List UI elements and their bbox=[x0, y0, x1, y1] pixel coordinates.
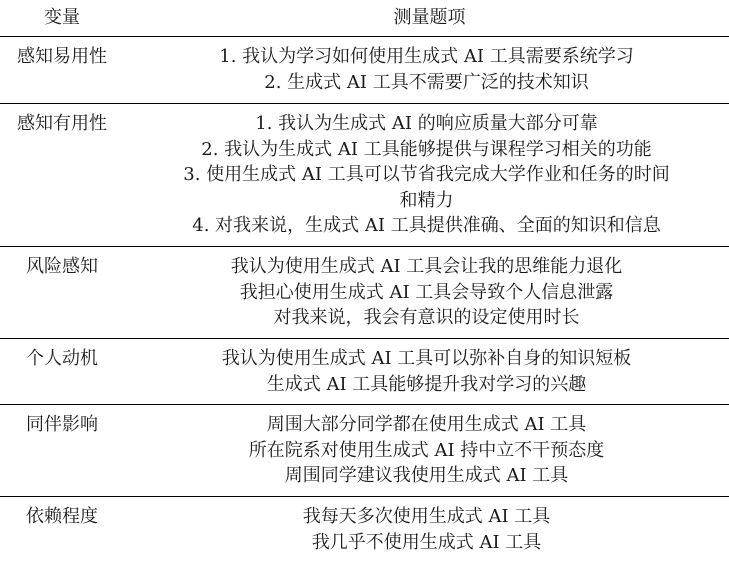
table-row bbox=[0, 247, 729, 339]
items-cell bbox=[120, 339, 729, 405]
item-line: 周围大部分同学都在使用生成式 AI 工具 bbox=[132, 412, 721, 438]
items-cell bbox=[120, 497, 729, 563]
table-row bbox=[0, 37, 729, 104]
item-line: 1. 我认为生成式 AI 的响应质量大部分可靠 bbox=[132, 111, 721, 137]
variable-cell: 感知有用性 bbox=[0, 104, 120, 247]
table-row bbox=[0, 339, 729, 405]
item-line: 3. 使用生成式 AI 工具可以节省我完成大学作业和任务的时间 bbox=[132, 162, 721, 188]
item-line: 周围同学建议我使用生成式 AI 工具 bbox=[132, 463, 721, 489]
item-line: 我每天多次使用生成式 AI 工具 bbox=[132, 504, 721, 530]
item-line: 所在院系对使用生成式 AI 持中立不干预态度 bbox=[132, 438, 721, 464]
item-line: 4. 对我来说，生成式 AI 工具提供准确、全面的知识和信息 bbox=[132, 213, 721, 239]
item-line: 生成式 AI 工具能够提升我对学习的兴趣 bbox=[132, 372, 721, 398]
table-row bbox=[0, 405, 729, 497]
variable-cell: 依赖程度 bbox=[0, 497, 120, 563]
item-line: 和精力 bbox=[132, 188, 721, 214]
item-line: 我几乎不使用生成式 AI 工具 bbox=[132, 530, 721, 556]
variable-cell: 个人动机 bbox=[0, 339, 120, 405]
table-row bbox=[0, 104, 729, 247]
items-cell bbox=[120, 37, 729, 104]
items-cell bbox=[120, 405, 729, 497]
item-line: 1. 我认为学习如何使用生成式 AI 工具需要系统学习 bbox=[132, 44, 721, 70]
header-variable: 变量 bbox=[0, 0, 120, 37]
item-line: 我担心使用生成式 AI 工具会导致个人信息泄露 bbox=[132, 280, 721, 306]
header-items: 测量题项 bbox=[120, 0, 729, 37]
table-row bbox=[0, 497, 729, 563]
items-cell bbox=[120, 247, 729, 339]
table-header-row bbox=[0, 0, 729, 37]
variable-cell: 风险感知 bbox=[0, 247, 120, 339]
items-cell bbox=[120, 104, 729, 247]
variable-cell: 同伴影响 bbox=[0, 405, 120, 497]
item-line: 2. 生成式 AI 工具不需要广泛的技术知识 bbox=[132, 70, 721, 96]
item-line: 对我来说，我会有意识的设定使用时长 bbox=[132, 305, 721, 331]
item-line: 2. 我认为生成式 AI 工具能够提供与课程学习相关的功能 bbox=[132, 137, 721, 163]
item-line: 我认为使用生成式 AI 工具可以弥补自身的知识短板 bbox=[132, 346, 721, 372]
variable-cell: 感知易用性 bbox=[0, 37, 120, 104]
item-line: 我认为使用生成式 AI 工具会让我的思维能力退化 bbox=[132, 254, 721, 280]
